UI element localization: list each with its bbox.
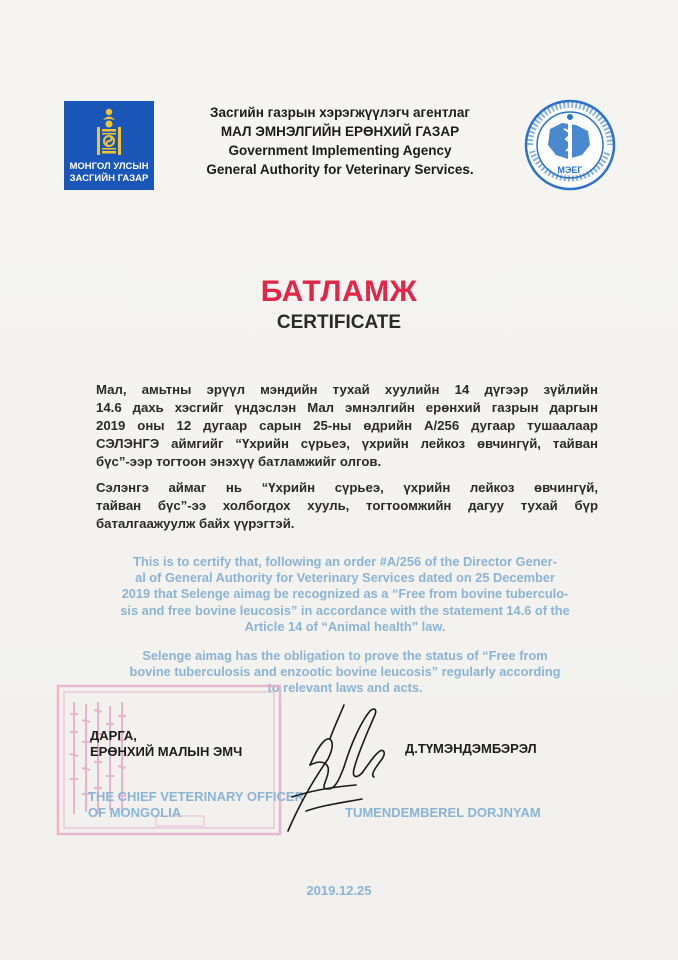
mn-paragraph-1 (96, 381, 598, 471)
agency-line-4: General Authority for Veterinary Services. (206, 162, 474, 177)
mn-p1-line: Мал, амьтны эрүүл мэндийн тухай хуулийн 14 дүгээр зүйлийн (96, 382, 598, 397)
signer-title-mn-line1: ДАРГА, (90, 728, 137, 743)
en-p2-line: to relevant laws and acts. (267, 680, 423, 696)
signer-title-mn-line2: ЕРӨНХИЙ МАЛЫН ЭМЧ (90, 744, 243, 759)
handwritten-signature (270, 693, 390, 843)
signer-name-en: TUMENDEMBEREL DORJNYAM (345, 805, 541, 820)
mn-p2-line: Сэлэнгэ аймаг нь “Үхрийн сүрьеэ, үхрийн лейкоз өвчингүй, (96, 480, 598, 495)
signer-name-mn: Д.ТҮМЭНДЭМБЭРЭЛ (405, 741, 537, 756)
mn-p1-line: бүс”-ээр тогтоон энэхүү батламжийг олгов. (96, 454, 382, 469)
en-p2-line: bovine tuberculosis and enzootic bovine leucosis” regularly according (129, 664, 561, 680)
en-p1-line: This is to certify that, following an order #A/256 of the Director Gener- (133, 554, 557, 569)
mn-p1-line: СЭЛЭНГЭ аймгийг “Үхрийн сүрьеэ, үхрийн лейкоз өвчингүй, тайван (96, 436, 598, 451)
agency-name-block (160, 103, 520, 179)
government-logo (64, 101, 154, 190)
mn-p2-line: тайван бүс”-ээ холбогдох хууль, тогтоомжийн дагуу тухай бүр (96, 498, 598, 513)
agency-line-2: МАЛ ЭМНЭЛГИЙН ЕРӨНХИЙ ГАЗАР (220, 124, 460, 139)
en-p1-line: sis and free bovine leucosis” in accordance with the statement 14.6 of the (120, 602, 570, 618)
en-p2-line: Selenge aimag has the obligation to prove the status of “Free from (142, 648, 548, 663)
mn-paragraph-2 (96, 479, 598, 533)
agency-line-3: Government Implementing Agency (228, 143, 452, 158)
logo-line-2: ЗАСГИЙН ГАЗАР (69, 173, 149, 184)
certificate-title-mn: БАТЛАМЖ (260, 275, 418, 308)
issue-date: 2019.12.25 (306, 883, 372, 898)
agency-seal-logo (524, 99, 616, 191)
mn-p1-line: 2019 оны 12 дугаар сарын 25-ны өдрийн А/256 дугаар тушаалаар (96, 418, 598, 433)
certificate-title-en: CERTIFICATE (276, 312, 402, 333)
en-p1-line: al of General Authority for Veterinary Services dated on 25 December (135, 570, 555, 586)
seal-abbr: МЭЕГ (557, 165, 583, 175)
agency-line-1: Засгийн газрын хэрэгжүүлэгч агентлаг (210, 105, 470, 120)
en-p1-line: Article 14 of “Animal health” law. (244, 618, 446, 634)
mn-p1-line: 14.6 дахь хэсгийг үндэслэн Мал эмнэлгийн ерөнхий газрын даргын (96, 400, 598, 415)
en-paragraph-1 (84, 554, 606, 635)
soyombo-emblem-icon (94, 107, 124, 159)
logo-line-1: МОНГОЛ УЛСЫН (69, 161, 149, 172)
signer-title-en-line1: THE CHIEF VETERINARY OFFICER (88, 789, 304, 804)
en-p1-line: 2019 that Selenge aimag be recognized as a “Free from bovine tuberculo- (121, 586, 569, 602)
signer-title-en-line2: OF MONGOLIA (88, 805, 182, 820)
mn-p2-line: баталгаажуулж байх үүрэгтэй. (96, 516, 295, 531)
